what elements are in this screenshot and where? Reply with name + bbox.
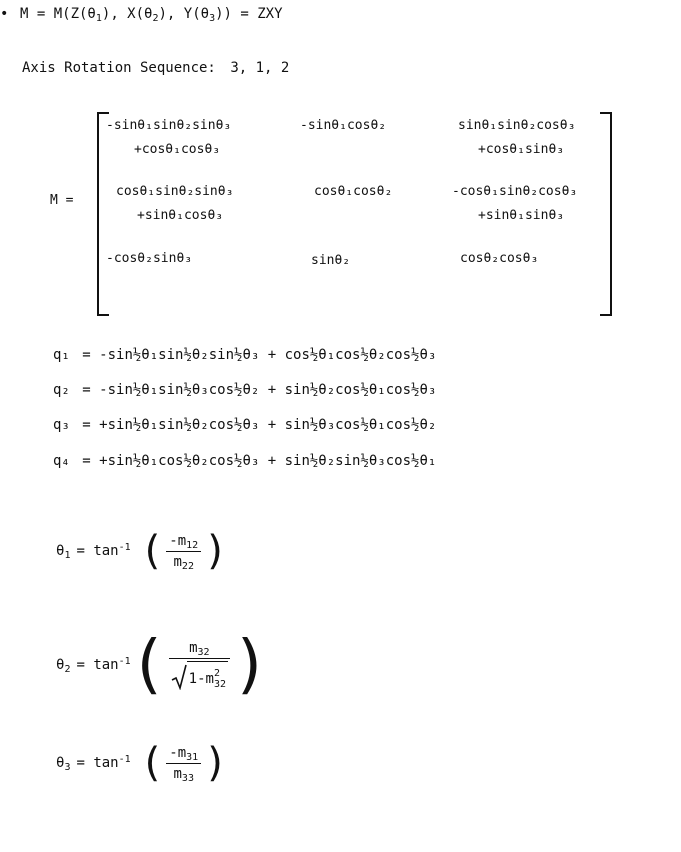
def-part-3: ), Y(θ [158, 6, 210, 22]
sequence-value: 3, 1, 2 [230, 60, 290, 76]
theta-symbol: θ [56, 543, 65, 559]
fraction-numerator [166, 533, 201, 552]
theta3-equation [56, 740, 223, 786]
numerator-base: m [189, 640, 198, 656]
def-part-4: )) = ZXY [215, 6, 283, 22]
matrix-cell-r2c3-line1: -cosθ₁sinθ₂cosθ₃ [452, 184, 578, 199]
left-paren: ( [144, 528, 161, 574]
theta1-rhs [76, 543, 130, 559]
def-index-2: 2 [152, 13, 159, 24]
theta1-equation [56, 528, 223, 574]
theta3-fraction [166, 745, 201, 782]
inverse-superscript: -1 [118, 542, 131, 553]
radicand-scripts [214, 668, 226, 690]
right-paren: ) [207, 740, 223, 786]
matrix-cell-r1c2: -sinθ₁cosθ₂ [300, 118, 387, 133]
theta1-fraction [166, 533, 201, 570]
matrix-cell-r1c3-line1: sinθ₁sinθ₂cosθ₃ [458, 118, 576, 133]
quaternion-row [53, 347, 436, 363]
theta2-lhs [56, 657, 70, 673]
matrix-cell-r2c1-line1: cosθ₁sinθ₂sinθ₃ [116, 184, 234, 199]
matrix-cell-r3c3: cosθ₂cosθ₃ [460, 251, 539, 266]
header-bullet: • [0, 6, 9, 22]
matrix-lhs: M = [50, 193, 74, 208]
theta2-rhs [76, 657, 130, 673]
matrix-cell-r3c2: sinθ₂ [311, 253, 351, 268]
def-index-3: 3 [209, 13, 216, 24]
equals-tan: = tan [76, 657, 119, 673]
left-paren: ( [136, 628, 162, 702]
theta-symbol: θ [56, 657, 65, 673]
theta2-fraction [168, 640, 231, 690]
radicand-base: 1-m [188, 671, 214, 687]
radicand-superscript: 2 [213, 668, 220, 679]
rotation-definition [20, 6, 283, 22]
radicand [187, 661, 228, 690]
numerator-subscript: 31 [186, 751, 199, 763]
numerator-base: -m [169, 744, 187, 761]
matrix-right-bracket [600, 112, 612, 316]
inverse-superscript: -1 [118, 656, 131, 667]
numerator-subscript: 12 [186, 539, 199, 551]
theta-symbol: θ [56, 755, 65, 771]
fraction-denominator [168, 659, 231, 690]
matrix-left-bracket [97, 112, 109, 316]
equals-tan: = tan [76, 755, 119, 771]
radicand-subscript: 32 [213, 679, 226, 690]
quaternion-rhs: = -sin½θ₁sin½θ₂sin½θ₃ + cos½θ₁cos½θ₂cos½θ₃ [82, 347, 437, 363]
right-paren: ) [207, 528, 223, 574]
def-part-1: M = M(Z(θ [20, 6, 96, 22]
equals-tan: = tan [76, 543, 119, 559]
left-paren: ( [144, 740, 161, 786]
theta2-equation [56, 628, 262, 702]
quaternion-row [53, 453, 436, 469]
fraction-numerator [169, 640, 229, 659]
numerator-subscript: 32 [197, 647, 210, 658]
matrix-cell-r3c1: -cosθ₂sinθ₃ [106, 251, 193, 266]
fraction-numerator [166, 745, 201, 764]
quaternion-row [53, 417, 436, 433]
denominator-subscript: 22 [181, 560, 194, 572]
quaternion-rhs: = +sin½θ₁cos½θ₂cos½θ₃ + sin½θ₂sin½θ₃cos½θ₁ [82, 453, 437, 469]
matrix-cell-r2c1-line2: +sinθ₁cosθ₃ [137, 208, 224, 223]
quaternion-rhs: = +sin½θ₁sin½θ₂cos½θ₃ + sin½θ₃cos½θ₁cos½θ₂ [82, 417, 437, 433]
quaternion-lhs: q₄ [53, 453, 70, 469]
fraction-denominator [170, 552, 196, 570]
denominator-base: m [173, 765, 182, 782]
theta1-lhs [56, 543, 70, 559]
quaternion-rhs: = -sin½θ₁sin½θ₃cos½θ₂ + sin½θ₂cos½θ₁cos½θ₃ [82, 382, 437, 398]
matrix-cell-r2c3-line2: +sinθ₁sinθ₃ [478, 208, 565, 223]
matrix-cell-r1c1-line2: +cosθ₁cosθ₃ [134, 142, 221, 157]
quaternion-lhs: q₃ [53, 417, 70, 433]
quaternion-row [53, 382, 436, 398]
numerator-base: -m [169, 532, 187, 549]
right-paren: ) [236, 628, 262, 702]
denominator-subscript: 33 [181, 772, 194, 784]
def-index-1: 1 [95, 13, 102, 24]
theta-subscript: 1 [64, 550, 71, 561]
theta3-rhs [76, 755, 130, 771]
sequence-label: Axis Rotation Sequence: [22, 60, 216, 76]
denominator-base: m [173, 553, 182, 570]
matrix-cell-r1c3-line2: +cosθ₁sinθ₃ [478, 142, 565, 157]
def-part-2: ), X(θ [101, 6, 153, 22]
theta3-lhs [56, 755, 70, 771]
theta-subscript: 2 [64, 664, 71, 675]
matrix-cell-r2c2: cosθ₁cosθ₂ [314, 184, 393, 199]
quaternion-lhs: q₂ [53, 382, 70, 398]
inverse-superscript: -1 [118, 754, 131, 765]
matrix-cell-r1c1-line1: -sinθ₁sinθ₂sinθ₃ [106, 118, 232, 133]
axis-rotation-sequence [22, 60, 289, 76]
theta-subscript: 3 [64, 762, 71, 773]
quaternion-lhs: q₁ [53, 347, 70, 363]
fraction-denominator [170, 764, 196, 782]
square-root-icon [171, 664, 187, 690]
